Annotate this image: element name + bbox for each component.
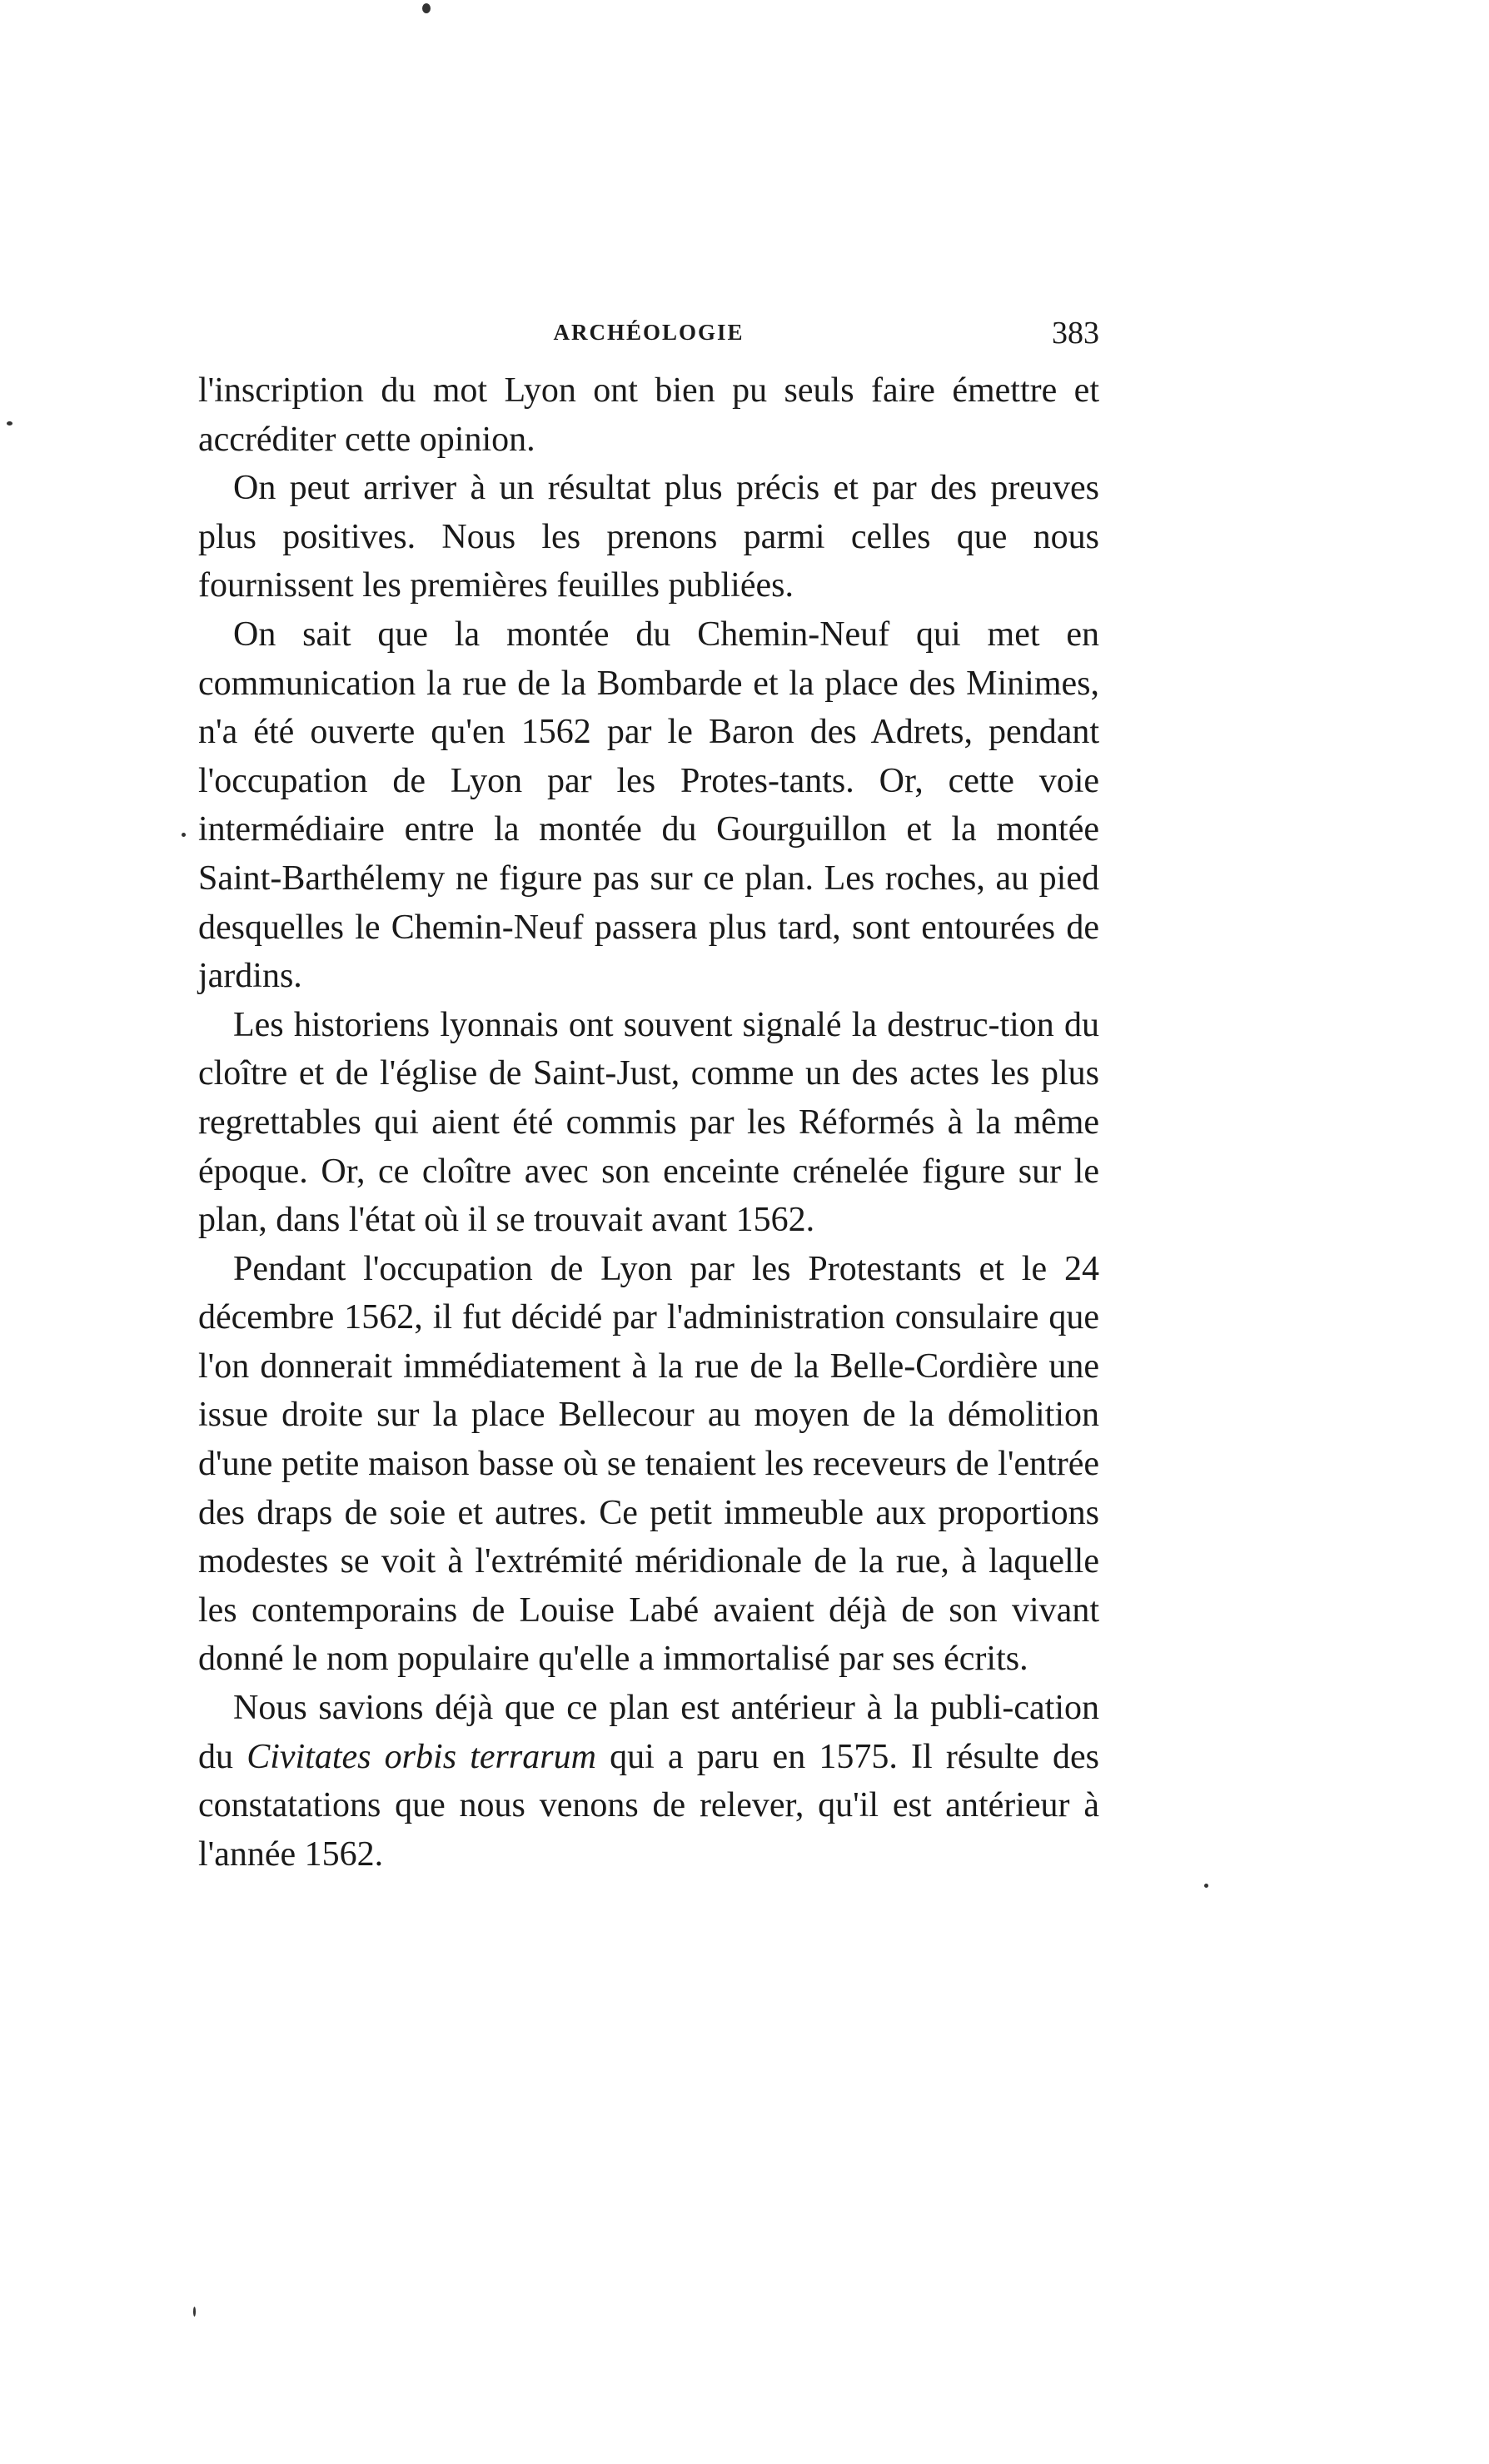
book-title-italic: Civitates orbis terrarum xyxy=(247,1737,596,1776)
paragraph-4: Les historiens lyonnais ont souvent signalé la destruc-tion du cloître et de l'église de Saint-Just, comme un des actes les plus regrettables qui aient été commis par les Réformés à la même époque. Or, ce cloître avec son enceinte crénelée figure sur le plan, dans l'état où il se trouvait avant 1562. xyxy=(198,1005,1099,1240)
page-number: 383 xyxy=(1052,316,1099,351)
scan-speck xyxy=(422,3,431,13)
body-text xyxy=(198,366,1099,1879)
paragraph-6-text-before: Nous savions déjà que ce plan est antérieur à la publi-cation du xyxy=(198,1689,1099,1776)
running-title: ARCHÉOLOGIE xyxy=(553,320,744,345)
paragraph-6 xyxy=(198,1684,1099,1879)
paragraph-1: l'inscription du mot Lyon ont bien pu seuls faire émettre et accréditer cette opinion. xyxy=(198,371,1099,459)
paragraph-5: Pendant l'occupation de Lyon par les Protestants et le 24 décembre 1562, il fut décidé par l'administration consulaire que l'on donnerait immédiatement à la rue de la Belle-Cordière une issue droite sur la place Bellecour au moyen de la démolition d'une petite maison basse où se tenaient les receveurs de l'entrée des draps de soie et autres. Ce petit immeuble aux proportions modestes se voit à l'extrémité méridionale de la rue, à laquelle les contemporains de Louise Labé avaient déjà de son vivant donné le nom populaire qu'elle a immortalisé par ses écrits. xyxy=(198,1249,1099,1679)
scan-speck xyxy=(1204,1884,1208,1888)
scan-speck xyxy=(7,421,12,426)
scan-speck xyxy=(182,833,186,837)
scan-speck xyxy=(193,2307,196,2317)
running-head xyxy=(198,315,1099,356)
paragraph-6-text-after: qui a paru en 1575. Il résulte des constatations que nous venons de relever, qu'il est antérieur à l'année 1562. xyxy=(198,1737,1100,1874)
paragraph-2: On peut arriver à un résultat plus précis et par des preuves plus positives. Nous les prenons parmi celles que nous fournissent les premières feuilles publiées. xyxy=(198,469,1099,605)
paragraph-3: On sait que la montée du Chemin-Neuf qui met en communication la rue de la Bombarde et la place des Minimes, n'a été ouverte qu'en 1562 par le Baron des Adrets, pendant l'occupation de Lyon par les Protes-tants. Or, cette voie intermédiaire entre la montée du Gourguillon et la montée Saint-Barthélemy ne figure pas sur ce plan. Les roches, au pied desquelles le Chemin-Neuf passera plus tard, sont entourées de jardins. xyxy=(198,615,1099,996)
